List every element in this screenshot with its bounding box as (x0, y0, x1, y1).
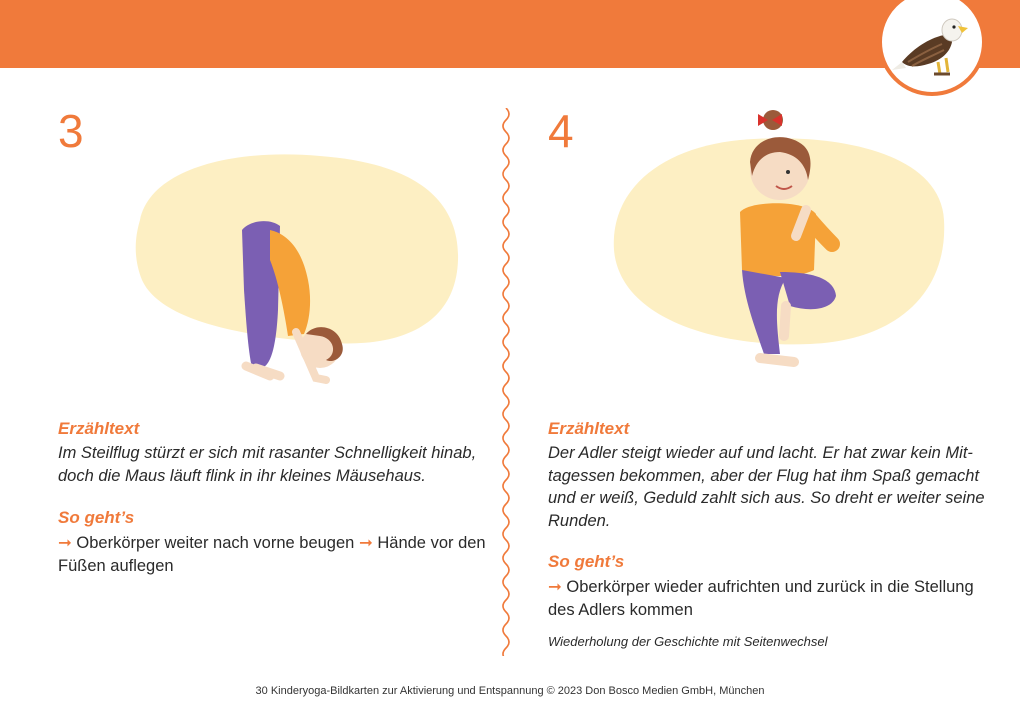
story-line: doch die Maus läuft flink in ihr kleines Mäusehaus. (58, 466, 426, 485)
card-number: 4 (548, 105, 574, 157)
story-line: Runden. (548, 511, 611, 530)
repeat-note: Wiederholung der Geschichte mit Seitenwechsel (548, 634, 828, 649)
card-number: 3 (58, 105, 84, 157)
pose-illustration-eagle (610, 100, 950, 400)
howto-heading: So geht’s (58, 508, 135, 527)
arrow-right-icon: ➞ (548, 578, 562, 596)
howto-text (58, 532, 498, 577)
howto-text (548, 576, 988, 621)
howto-heading: So geht’s (548, 552, 625, 571)
story-heading: Erzähltext (58, 419, 140, 438)
story-line: und er weiß, Geduld zahlt sich aus. So dreht er weiter seine (548, 489, 985, 507)
howto-step: Oberkörper weiter nach vorne beugen (76, 534, 355, 552)
howto-step: Oberkörper wieder aufrichten und zurück in die Stellung (566, 578, 974, 596)
header-bar (0, 0, 1020, 68)
arrow-right-icon: ➞ (358, 534, 373, 552)
story-heading: Erzähltext (548, 419, 630, 438)
howto-step: Hände vor den (377, 534, 486, 552)
story-text (58, 442, 498, 487)
pose-illustration-forward-bend (120, 150, 465, 390)
story-line: Der Adler steigt wieder auf und lacht. Er hat zwar kein Mit- (548, 444, 973, 462)
story-line: tagessen bekommen, aber der Flug hat ihm Spaß gemacht (548, 466, 980, 485)
eagle-icon (888, 0, 980, 92)
howto-step: Füßen auflegen (58, 556, 174, 575)
eagle-badge (878, 0, 986, 96)
story-text (548, 442, 988, 532)
wavy-divider (498, 108, 514, 656)
story-line: Im Steilflug stürzt er sich mit rasanter Schnelligkeit hinab, (58, 444, 477, 462)
howto-step: des Adlers kommen (548, 600, 693, 619)
footer-copyright: 30 Kinderyoga-Bildkarten zur Aktivierung und Entspannung © 2023 Don Bosco Medien GmbH, München (255, 685, 765, 697)
arrow-right-icon: ➞ (58, 534, 72, 552)
